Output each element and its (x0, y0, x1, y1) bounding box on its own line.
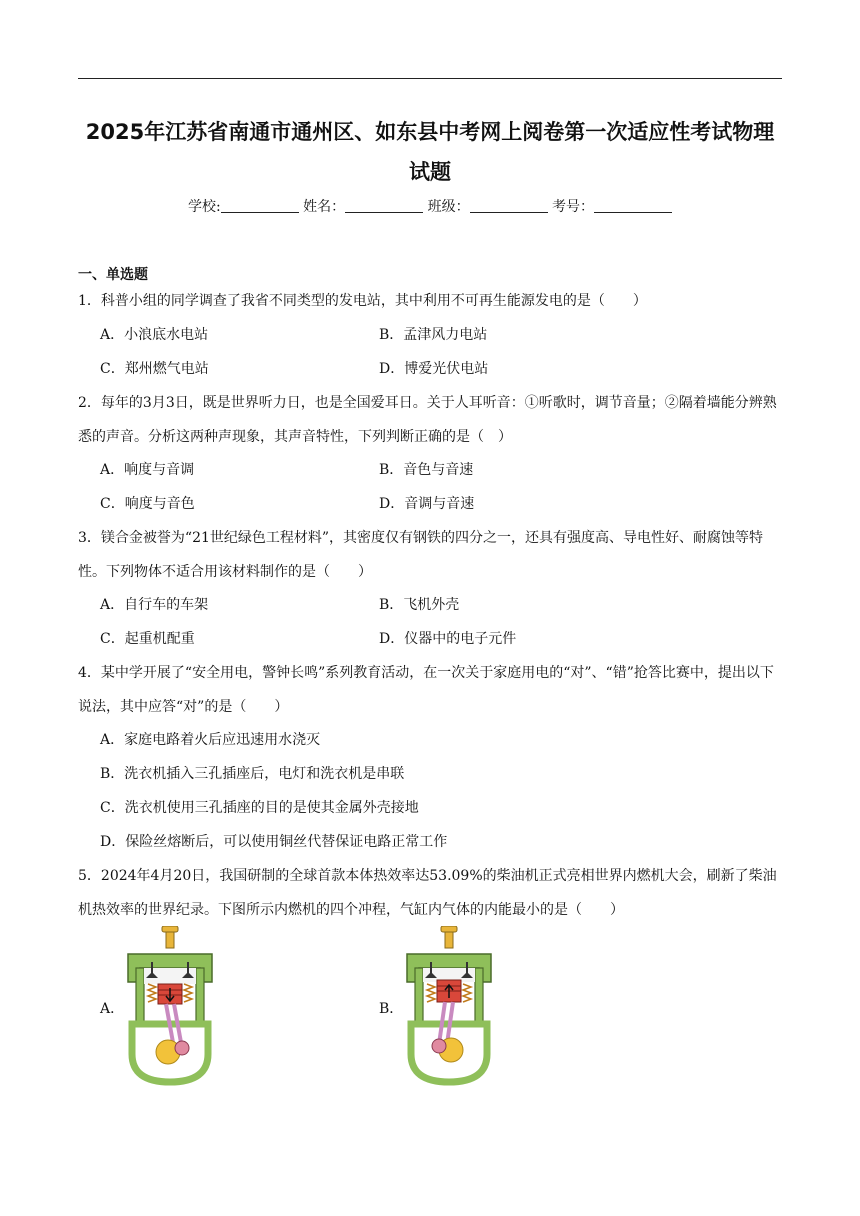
school-blank[interactable] (221, 198, 299, 213)
q2-option-d[interactable]: D．音调与音速 (379, 496, 475, 512)
class-label: 班级： (427, 199, 470, 215)
q1-option-c[interactable]: C．郑州燃气电站 (100, 361, 209, 377)
q5-option-a[interactable]: A． (100, 1001, 125, 1017)
question-4: 4．某中学开展了“安全用电，警钟长鸣”系列教育活动，在一次关于家庭用电的“对”、“错”抢答比赛中，提出以下说法，其中应答“对”的是（ ） (78, 665, 774, 715)
q1-option-d[interactable]: D．博爱光伏电站 (379, 361, 489, 377)
question-2: 2．每年的3月3日，既是世界听力日，也是全国爱耳日。关于人耳听音：①听歌时，调节音量；②隔着墙能分辨熟悉的声音。分析这两种声现象，其声音特性，下列判断正确的是（ ） (78, 395, 777, 445)
name-label: 姓名： (303, 199, 346, 215)
q3-option-d[interactable]: D．仪器中的电子元件 (379, 631, 517, 647)
section-title: 一、单选题 (78, 267, 148, 283)
q4-option-b[interactable]: B．洗衣机插入三孔插座后，电灯和洗衣机是串联 (100, 766, 405, 782)
q3-option-a[interactable]: A．自行车的车架 (100, 597, 209, 613)
q4-option-c[interactable]: C．洗衣机使用三孔插座的目的是使其金属外壳接地 (100, 800, 419, 816)
school-label: 学校: (187, 199, 221, 215)
top-rule (78, 78, 782, 79)
q2-option-b[interactable]: B．音色与音速 (379, 462, 474, 478)
exam-number-blank[interactable] (594, 198, 672, 213)
exam-number-label: 考号： (552, 199, 595, 215)
q4-option-a[interactable]: A．家庭电路着火后应迅速用水浇灭 (100, 732, 321, 748)
q1-option-b[interactable]: B．孟津风力电站 (379, 327, 488, 343)
name-blank[interactable] (345, 198, 423, 213)
q2-option-a[interactable]: A．响度与音调 (100, 462, 195, 478)
q3-option-b[interactable]: B．飞机外壳 (379, 597, 460, 613)
question-5: 5．2024年4月20日，我国研制的全球首款本体热效率达53.09%的柴油机正式亮相世界内燃机大会，刷新了柴油机热效率的世界纪录。下图所示内燃机的四个冲程，气缸内气体的内能最小的是（ ） (78, 868, 777, 918)
engine-stroke-diagram-b (401, 926, 497, 1086)
q5-option-b[interactable]: B． (379, 1001, 404, 1017)
q1-option-a[interactable]: A．小浪底水电站 (100, 327, 209, 343)
question-1: 1．科普小组的同学调查了我省不同类型的发电站，其中利用不可再生能源发电的是（ ） (78, 293, 647, 309)
q3-option-c[interactable]: C．起重机配重 (100, 631, 195, 647)
q2-option-c[interactable]: C．响度与音色 (100, 496, 195, 512)
student-info-line (78, 196, 782, 216)
q4-option-d[interactable]: D．保险丝熔断后，可以使用铜丝代替保证电路正常工作 (100, 834, 448, 850)
page-title: 2025年江苏省南通市通州区、如东县中考网上阅卷第一次适应性考试物理试题 (85, 120, 775, 184)
question-3: 3．镁合金被誉为“21世纪绿色工程材料”，其密度仅有钢铁的四分之一，还具有强度高、导电性好、耐腐蚀等特性。下列物体不适合用该材料制作的是（ ） (78, 530, 764, 580)
engine-stroke-diagram-a (122, 926, 218, 1086)
class-blank[interactable] (470, 198, 548, 213)
